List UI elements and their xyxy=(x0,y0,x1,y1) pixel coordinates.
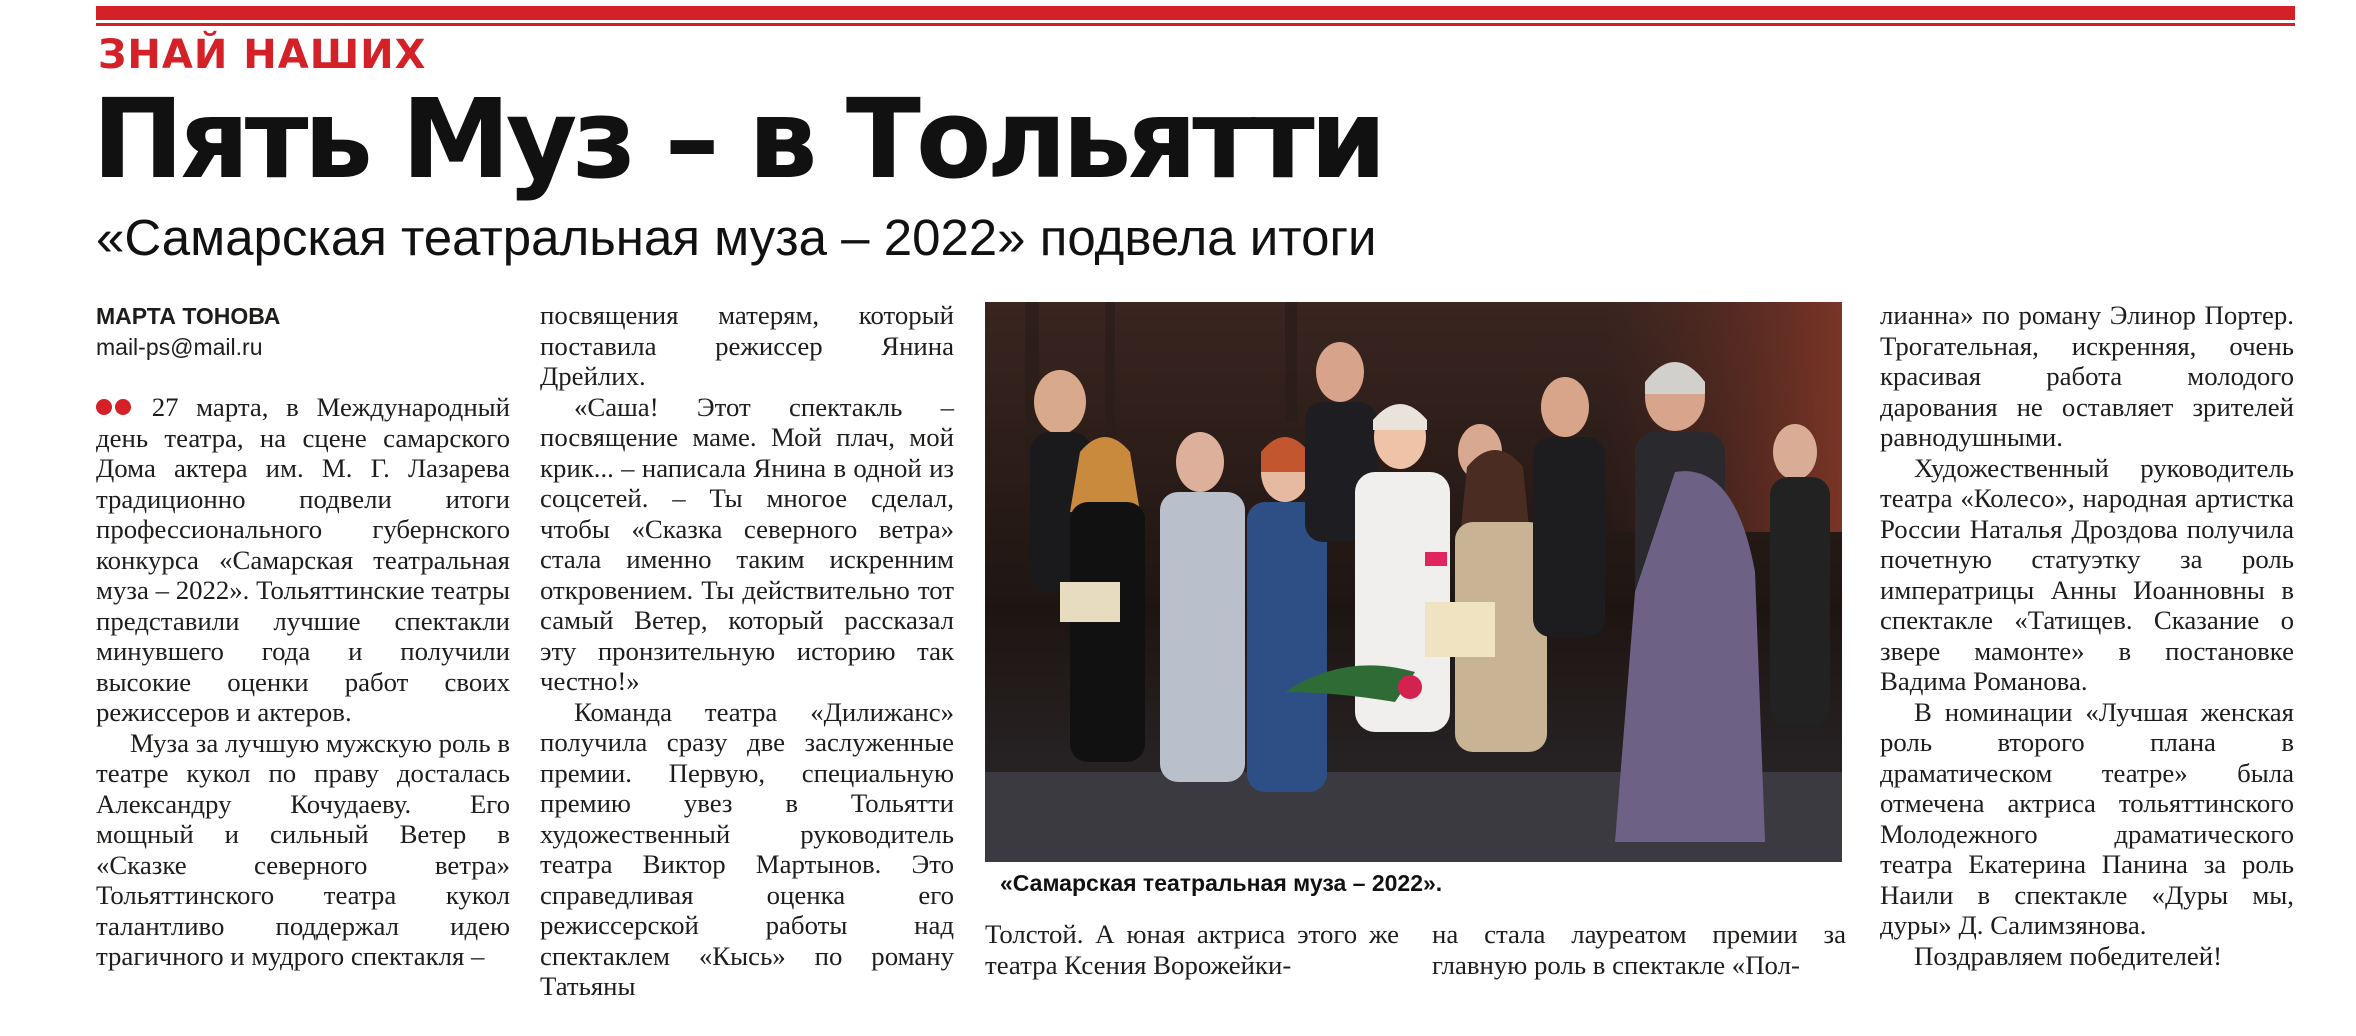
bullet-dot-icon xyxy=(115,399,131,415)
paragraph: на стала лауреатом премии за главную роль в спектакле «Пол- xyxy=(1432,919,1846,980)
text-column-1 xyxy=(96,392,510,972)
text-column-4 xyxy=(1432,919,1846,980)
subheadline: «Самарская театральная муза – 2022» подвела итоги xyxy=(96,209,1377,266)
headline: Пять Муз – в Тольятти xyxy=(92,75,1382,203)
article-photo xyxy=(985,302,1842,862)
award-ceremony-photo xyxy=(985,302,1842,862)
paragraph: Художественный руководитель театра «Колесо», народная артистка России Наталья Дроздова получила почетную статуэтку за роль императрицы Анны Иоанновны в спектакле «Татищев. Сказание о звере мамонте» в постановке Вадима Романова. xyxy=(1880,452,2294,696)
text-column-2 xyxy=(540,300,954,1002)
paragraph: посвящения матерям, который поставила режиссер Янина Дрейлих. xyxy=(540,300,954,391)
top-rule-thick xyxy=(96,6,2295,20)
paragraph: В номинации «Лучшая женская роль второго плана в драматическом театре» была отмечена актриса тольяттинского Молодежного драматического театра Екатерина Панина за роль Наили в спектакле «Дуры мы, дуры» Д. Салимзянова. xyxy=(1880,696,2294,940)
top-rule-thin xyxy=(96,23,2295,26)
text-column-3 xyxy=(985,919,1399,980)
photo-caption: «Самарская театральная муза – 2022». xyxy=(1000,870,1443,896)
author-email: mail-ps@mail.ru xyxy=(96,334,263,360)
rubric: ЗНАЙ НАШИХ xyxy=(98,32,427,78)
paragraph-text: 27 марта, в Международный день театра, на сцене самарского Дома актера им. М. Г. Лазарева традиционно подвели итоги профессионального губернского конкурса «Самарская театральная муза – 2022». Тольяттинские театры представили лучшие спектакли минувшего года и получили высокие оценки работ своих режиссеров и актеров. xyxy=(96,392,511,727)
paragraph: Муза за лучшую мужскую роль в театре кукол по праву досталась Александру Кочудаеву. Его мощный и сильный Ветер в «Сказке северного ветра» Тольяттинского театра кукол талантливо поддержал идею трагичного и мудрого спектакля – xyxy=(96,727,510,971)
paragraph: Поздравляем победителей! xyxy=(1914,940,2222,971)
paragraph: «Саша! Этот спектакль – посвящение маме. Мой плач, мой крик... – написала Янина в одной из соцсетей. – Ты многое сделал, чтобы «Сказка северного ветра» стала именно таким искренним откровением. Ты действительно тот самый Ветер, который рассказал эту пронзительную историю так честно!» xyxy=(540,391,954,696)
author-name: МАРТА ТОНОВА xyxy=(96,303,281,329)
paragraph: Толстой. А юная актриса этого же театра Ксения Ворожейки- xyxy=(985,919,1399,980)
paragraph: Команда театра «Дилижанс» получила сразу две заслуженные премии. Первую, специальную премию увез в Тольятти художественный руководитель театра Виктор Мартынов. Это справедливая оценка его режиссерской работы над спектаклем «Кысь» по роману Татьяны xyxy=(540,696,954,1001)
paragraph xyxy=(96,392,510,728)
bullet-dot-icon xyxy=(96,399,112,415)
text-column-5 xyxy=(1880,300,2294,971)
paragraph: лианна» по роману Элинор Портер. Трогательная, искренняя, очень красивая работа молодого дарования не оставляет зрителей равнодушными. xyxy=(1880,300,2294,452)
